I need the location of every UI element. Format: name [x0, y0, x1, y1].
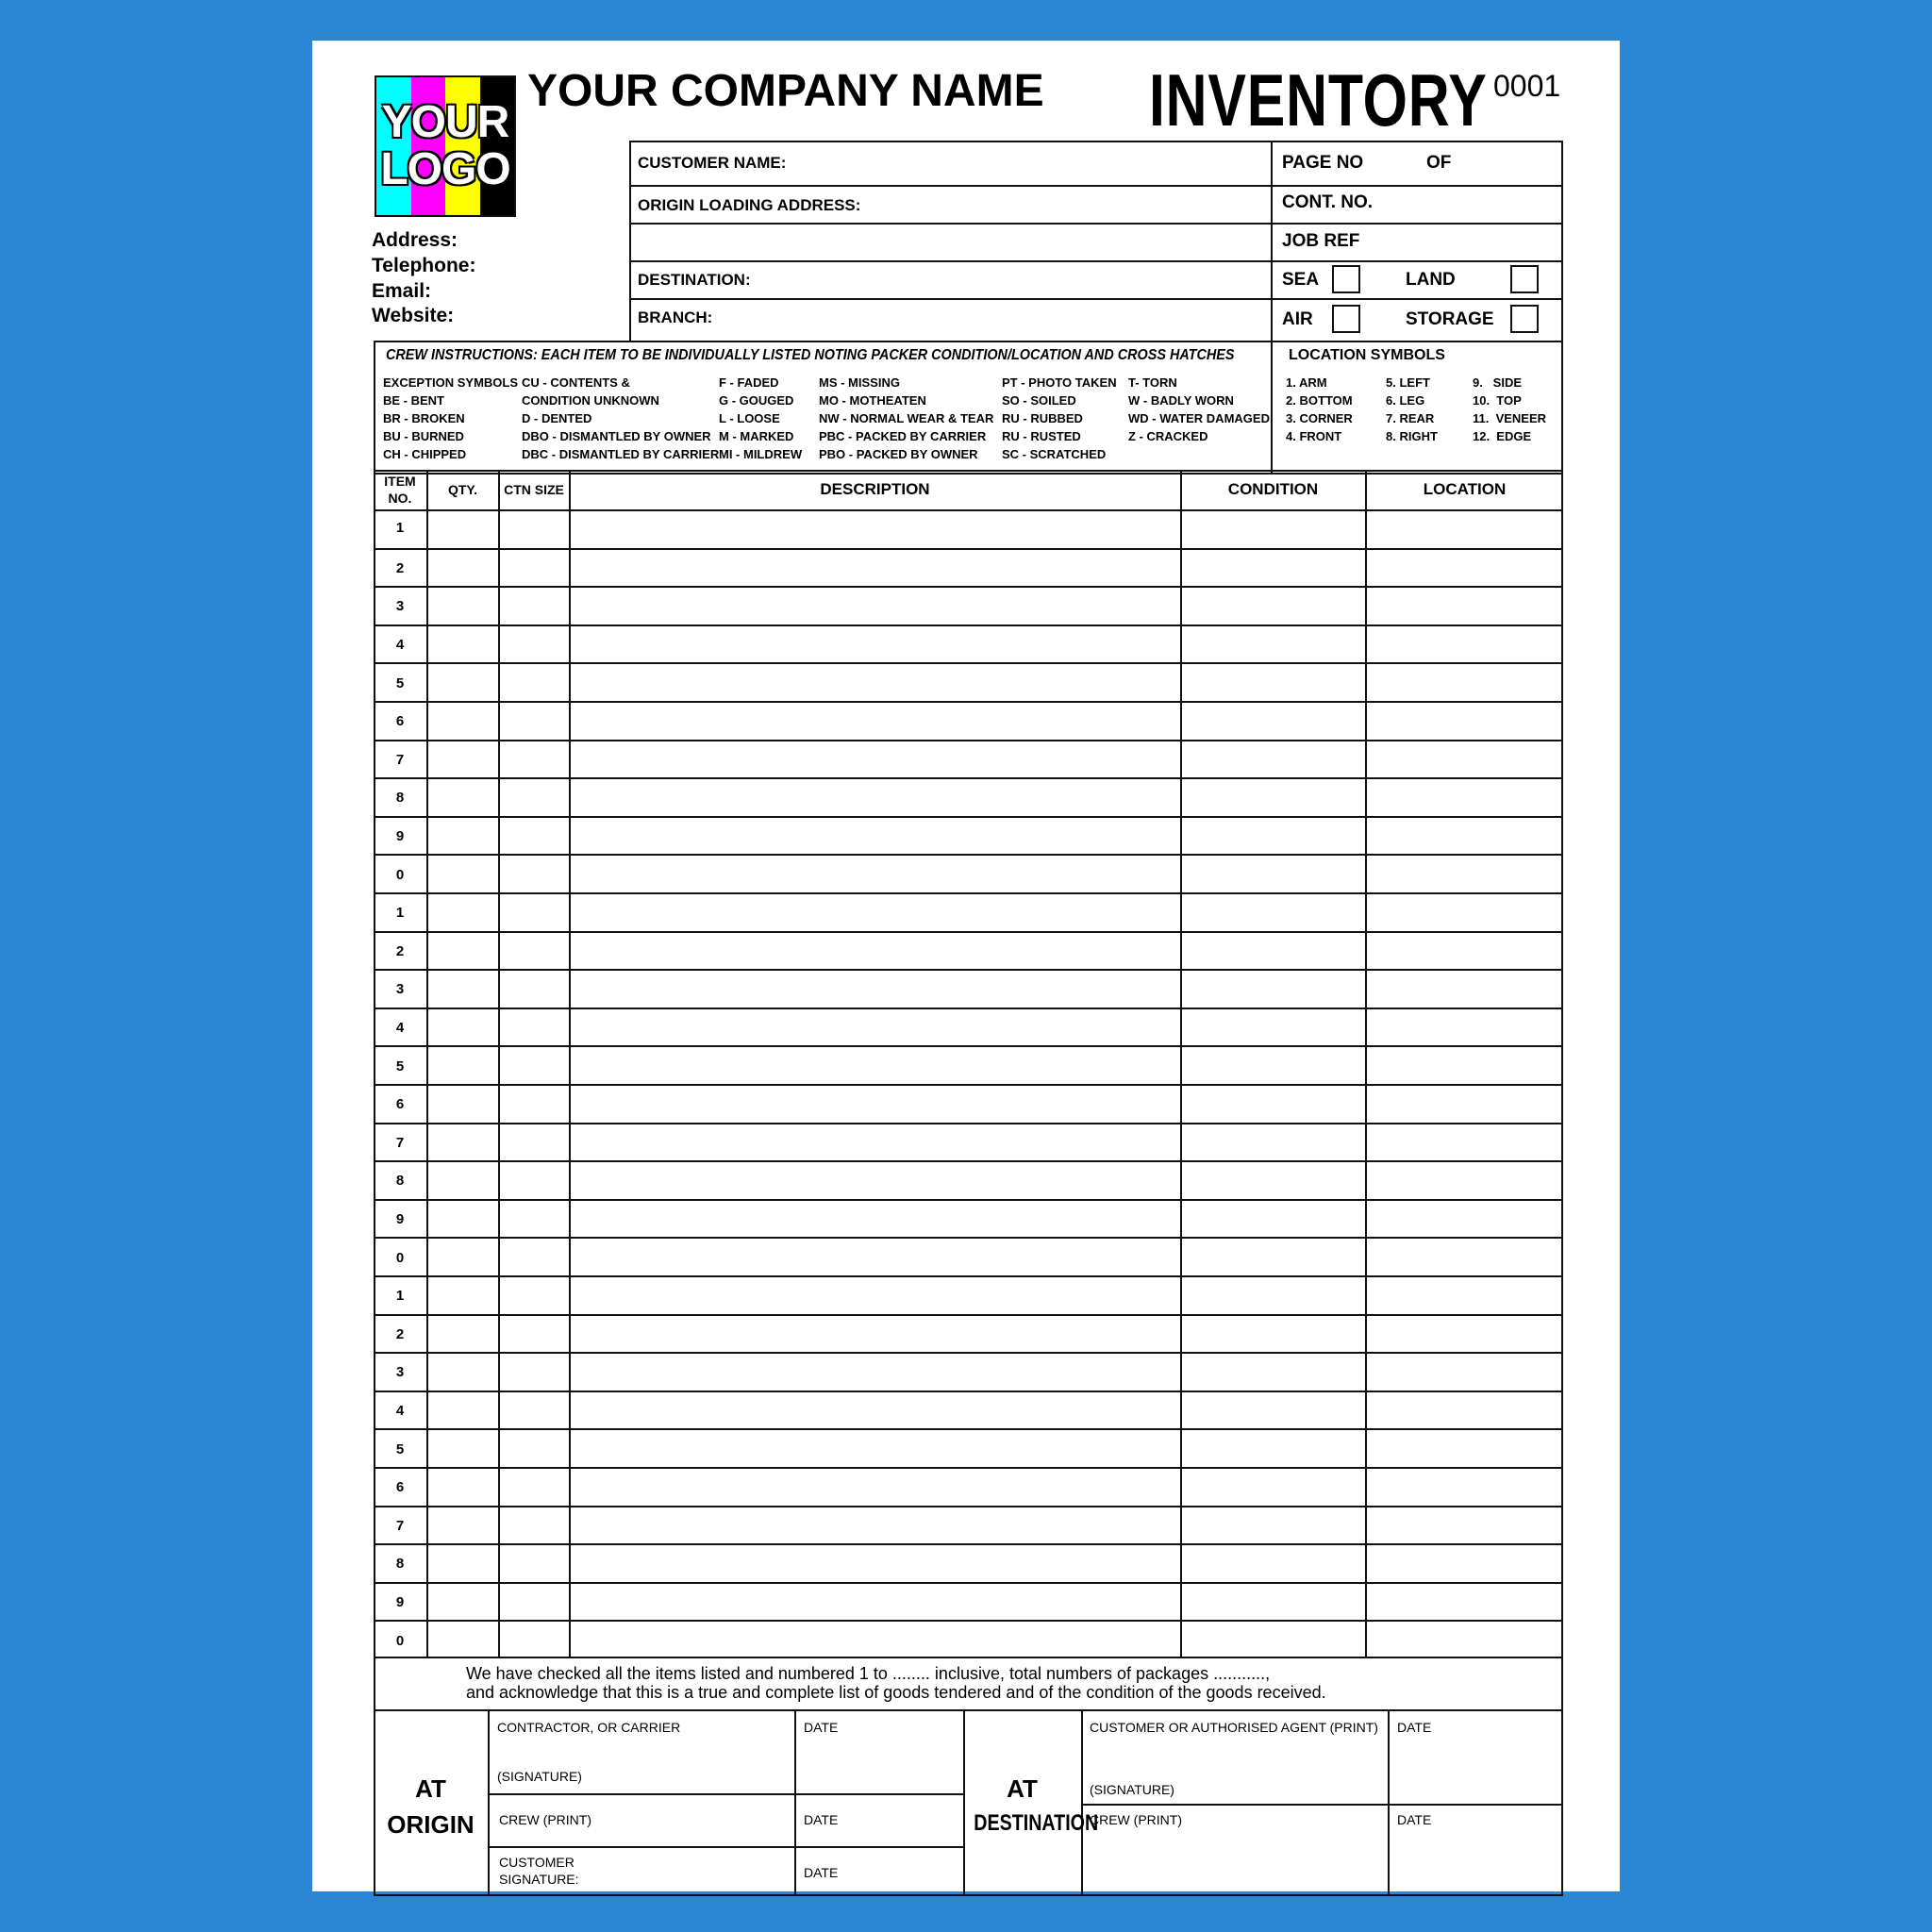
destination-date-field-1[interactable]: DATE: [1397, 1720, 1432, 1735]
table-row[interactable]: [374, 892, 1563, 931]
table-row[interactable]: [374, 625, 1563, 663]
address-label: Address:: [372, 229, 458, 251]
page-of-label: OF: [1426, 153, 1452, 173]
location-symbols-col-1: [1286, 374, 1353, 445]
table-row[interactable]: [374, 1084, 1563, 1123]
exception-symbol: CH - CHIPPED: [383, 447, 467, 461]
exception-symbol: WD - WATER DAMAGED: [1128, 411, 1270, 425]
table-row[interactable]: [374, 777, 1563, 816]
destination-crew-print-field[interactable]: CREW (PRINT): [1090, 1812, 1182, 1827]
exception-symbol: Z - CRACKED: [1128, 429, 1208, 443]
destination-signature-field[interactable]: (SIGNATURE): [1090, 1782, 1174, 1797]
exception-symbol: DBC - DISMANTLED BY CARRIER: [522, 447, 720, 461]
page-no-field[interactable]: PAGE NO: [1282, 153, 1364, 173]
item-number: 1: [395, 1288, 405, 1305]
acknowledgement-line-2: and acknowledge that this is a true and complete list of goods tendered and of the condition of the goods received.: [466, 1683, 1326, 1702]
inventory-form: [312, 41, 1620, 1891]
exception-symbol: D - DENTED: [522, 411, 592, 425]
exception-symbol: L - LOOSE: [719, 411, 780, 425]
location-symbol: 9. SIDE: [1473, 375, 1523, 390]
item-number: 2: [395, 559, 405, 576]
exception-symbol: PBC - PACKED BY CARRIER: [819, 429, 987, 443]
table-row[interactable]: [374, 509, 1563, 548]
company-logo: [375, 75, 516, 217]
origin-crew-print-field[interactable]: CREW (PRINT): [499, 1812, 591, 1827]
col-qty: QTY.: [447, 482, 478, 497]
exception-symbol: SC - SCRATCHED: [1002, 447, 1107, 461]
origin-date-field-3[interactable]: DATE: [804, 1865, 839, 1880]
col-description: DESCRIPTION: [820, 480, 930, 498]
item-number: 1: [395, 905, 405, 922]
origin-date-field-2[interactable]: DATE: [804, 1812, 839, 1827]
table-row[interactable]: [374, 1123, 1563, 1161]
item-number: 2: [395, 942, 405, 959]
at-origin-label: ORIGIN: [387, 1810, 475, 1839]
item-number: 5: [395, 675, 405, 691]
item-number: 9: [395, 1594, 405, 1611]
company-name: YOUR COMPANY NAME: [527, 66, 1044, 116]
location-symbol: 4. FRONT: [1286, 429, 1342, 443]
destination-date-field-2[interactable]: DATE: [1397, 1812, 1432, 1827]
table-row[interactable]: [374, 1506, 1563, 1544]
location-symbol: 12. EDGE: [1473, 429, 1532, 443]
exception-symbol: PBO - PACKED BY OWNER: [819, 447, 978, 461]
acknowledgement-line-1: We have checked all the items listed and numbered 1 to ........ inclusive, total numbers of packages ...........,: [466, 1664, 1271, 1683]
item-number: 9: [395, 828, 405, 845]
location-symbol: 7. REAR: [1386, 411, 1435, 425]
exception-symbol: MO - MOTHEATEN: [819, 393, 926, 408]
table-row[interactable]: [374, 548, 1563, 587]
at-origin-at: AT: [415, 1774, 446, 1803]
table-row[interactable]: [374, 1428, 1563, 1467]
item-number: 8: [395, 1173, 405, 1190]
item-number: 7: [395, 751, 405, 768]
item-number: 6: [395, 713, 405, 730]
table-rows: [374, 509, 1563, 1658]
location-symbol: 2. BOTTOM: [1286, 393, 1353, 408]
table-row[interactable]: [374, 1391, 1563, 1429]
item-number: 4: [395, 1020, 405, 1037]
item-number: 7: [395, 1517, 405, 1534]
exception-symbols-col-5: [1002, 374, 1117, 463]
table-row[interactable]: [374, 1237, 1563, 1275]
table-row[interactable]: [374, 1543, 1563, 1582]
doc-number: 0001: [1493, 69, 1561, 103]
item-number: 6: [395, 1096, 405, 1113]
item-number: 6: [395, 1479, 405, 1496]
customer-signature-label-2[interactable]: SIGNATURE:: [499, 1872, 579, 1887]
col-item-no: ITEM NO.: [384, 474, 416, 506]
item-number: 0: [395, 866, 405, 883]
logo-word-bottom: LOGO: [380, 144, 510, 194]
land-checkbox[interactable]: [1510, 265, 1539, 293]
table-row[interactable]: [374, 1352, 1563, 1391]
table-row[interactable]: [374, 969, 1563, 1008]
cont-no-field[interactable]: CONT. NO.: [1282, 192, 1374, 212]
table-row[interactable]: [374, 1582, 1563, 1621]
exception-symbol: RU - RUBBED: [1002, 411, 1083, 425]
email-label: Email:: [372, 280, 432, 302]
air-checkbox[interactable]: [1332, 305, 1360, 333]
origin-date-field-1[interactable]: DATE: [804, 1720, 839, 1735]
storage-label: STORAGE: [1406, 309, 1494, 329]
item-number: 2: [395, 1325, 405, 1342]
exception-symbol: BE - BENT: [383, 393, 444, 408]
table-row[interactable]: [374, 931, 1563, 970]
col-condition: CONDITION: [1227, 480, 1319, 498]
location-symbols-col-3: [1473, 374, 1546, 445]
exception-symbol: CONDITION UNKNOWN: [522, 393, 659, 408]
item-number: 8: [395, 1556, 405, 1573]
item-number: 5: [395, 1441, 405, 1457]
contractor-field[interactable]: CONTRACTOR, OR CARRIER: [497, 1720, 681, 1735]
location-symbols-title: LOCATION SYMBOLS: [1289, 347, 1445, 363]
exception-symbol: F - FADED: [719, 375, 779, 390]
table-row[interactable]: [374, 854, 1563, 892]
location-symbol: 11. VENEER: [1473, 411, 1547, 425]
sea-checkbox[interactable]: [1332, 265, 1360, 293]
exception-symbol: EXCEPTION SYMBOLS: [383, 375, 519, 390]
location-symbol: 3. CORNER: [1286, 411, 1353, 425]
item-number: 7: [395, 1134, 405, 1151]
table-row[interactable]: [374, 1160, 1563, 1199]
table-row[interactable]: [374, 1314, 1563, 1353]
table-row[interactable]: [374, 816, 1563, 855]
item-number: 4: [395, 1403, 405, 1420]
exception-symbol: MS - MISSING: [819, 375, 900, 390]
website-label: Website:: [372, 305, 455, 326]
exception-symbol: BR - BROKEN: [383, 411, 465, 425]
telephone-label: Telephone:: [372, 255, 476, 276]
item-number: 0: [395, 1249, 405, 1266]
table-row[interactable]: [374, 1620, 1563, 1658]
at-destination-label: DESTINATION: [974, 1810, 1099, 1836]
item-number: 4: [395, 637, 405, 654]
item-number: 3: [395, 981, 405, 998]
exception-symbol: CU - CONTENTS &: [522, 375, 630, 390]
branch-field[interactable]: BRANCH:: [638, 308, 713, 326]
land-label: LAND: [1406, 270, 1456, 290]
storage-checkbox[interactable]: [1510, 305, 1539, 333]
table-row[interactable]: [374, 1008, 1563, 1046]
exception-symbols-col-3: [719, 374, 802, 463]
table-row[interactable]: [374, 701, 1563, 740]
exception-symbol: SO - SOILED: [1002, 393, 1076, 408]
exception-symbol: PT - PHOTO TAKEN: [1002, 375, 1117, 390]
origin-signature-field[interactable]: (SIGNATURE): [497, 1769, 582, 1784]
exception-symbols-col-2: [522, 374, 719, 463]
col-location: LOCATION: [1423, 480, 1507, 498]
table-row[interactable]: [374, 1199, 1563, 1238]
location-symbol: 6. LEG: [1386, 393, 1425, 408]
exception-symbols-col-1: [383, 374, 518, 463]
location-symbols-col-2: [1386, 374, 1438, 445]
exception-symbol: M - MARKED: [719, 429, 794, 443]
table-row[interactable]: [374, 1045, 1563, 1084]
logo-word-top: YOUR: [381, 97, 509, 147]
customer-name-field[interactable]: CUSTOMER NAME:: [638, 154, 787, 172]
destination-field[interactable]: DESTINATION:: [638, 271, 751, 289]
exception-symbol: W - BADLY WORN: [1128, 393, 1234, 408]
exception-symbol: BU - BURNED: [383, 429, 464, 443]
item-number: 5: [395, 1058, 405, 1074]
exception-symbol: MI - MILDREW: [719, 447, 803, 461]
at-destination-at: AT: [1007, 1774, 1038, 1803]
table-row[interactable]: [374, 740, 1563, 778]
item-number: 9: [395, 1211, 405, 1228]
job-ref-field[interactable]: JOB REF: [1282, 231, 1360, 251]
air-label: AIR: [1282, 309, 1313, 329]
doc-title: INVENTORY: [1149, 58, 1488, 142]
table-row[interactable]: [374, 586, 1563, 625]
exception-symbol: T- TORN: [1128, 375, 1177, 390]
table-row[interactable]: [374, 1275, 1563, 1314]
location-symbol: 8. RIGHT: [1386, 429, 1438, 443]
exception-symbols-col-6: [1128, 374, 1270, 445]
crew-instructions: CREW INSTRUCTIONS: EACH ITEM TO BE INDIVIDUALLY LISTED NOTING PACKER CONDITION/LOCATION AND CROSS HATCHES: [386, 347, 1235, 363]
exception-symbol: NW - NORMAL WEAR & TEAR: [819, 411, 994, 425]
location-symbol: 1. ARM: [1286, 375, 1327, 390]
item-number: 8: [395, 790, 405, 807]
location-symbol: 10. TOP: [1473, 393, 1522, 408]
exception-symbols-col-4: [819, 374, 993, 463]
item-number: 3: [395, 598, 405, 615]
location-symbol: 5. LEFT: [1386, 375, 1430, 390]
customer-agent-field[interactable]: CUSTOMER OR AUTHORISED AGENT (PRINT): [1090, 1720, 1378, 1735]
exception-symbol: RU - RUSTED: [1002, 429, 1081, 443]
exception-symbol: DBO - DISMANTLED BY OWNER: [522, 429, 711, 443]
item-number: 1: [395, 520, 405, 537]
item-number: 0: [395, 1632, 405, 1649]
table-row[interactable]: [374, 662, 1563, 701]
col-ctn-size: CTN SIZE: [504, 482, 564, 497]
exception-symbol: G - GOUGED: [719, 393, 794, 408]
customer-signature-label-1[interactable]: CUSTOMER: [499, 1855, 575, 1870]
table-row[interactable]: [374, 1467, 1563, 1506]
item-number: 3: [395, 1364, 405, 1381]
sea-label: SEA: [1282, 270, 1320, 290]
origin-address-field[interactable]: ORIGIN LOADING ADDRESS:: [638, 196, 861, 214]
